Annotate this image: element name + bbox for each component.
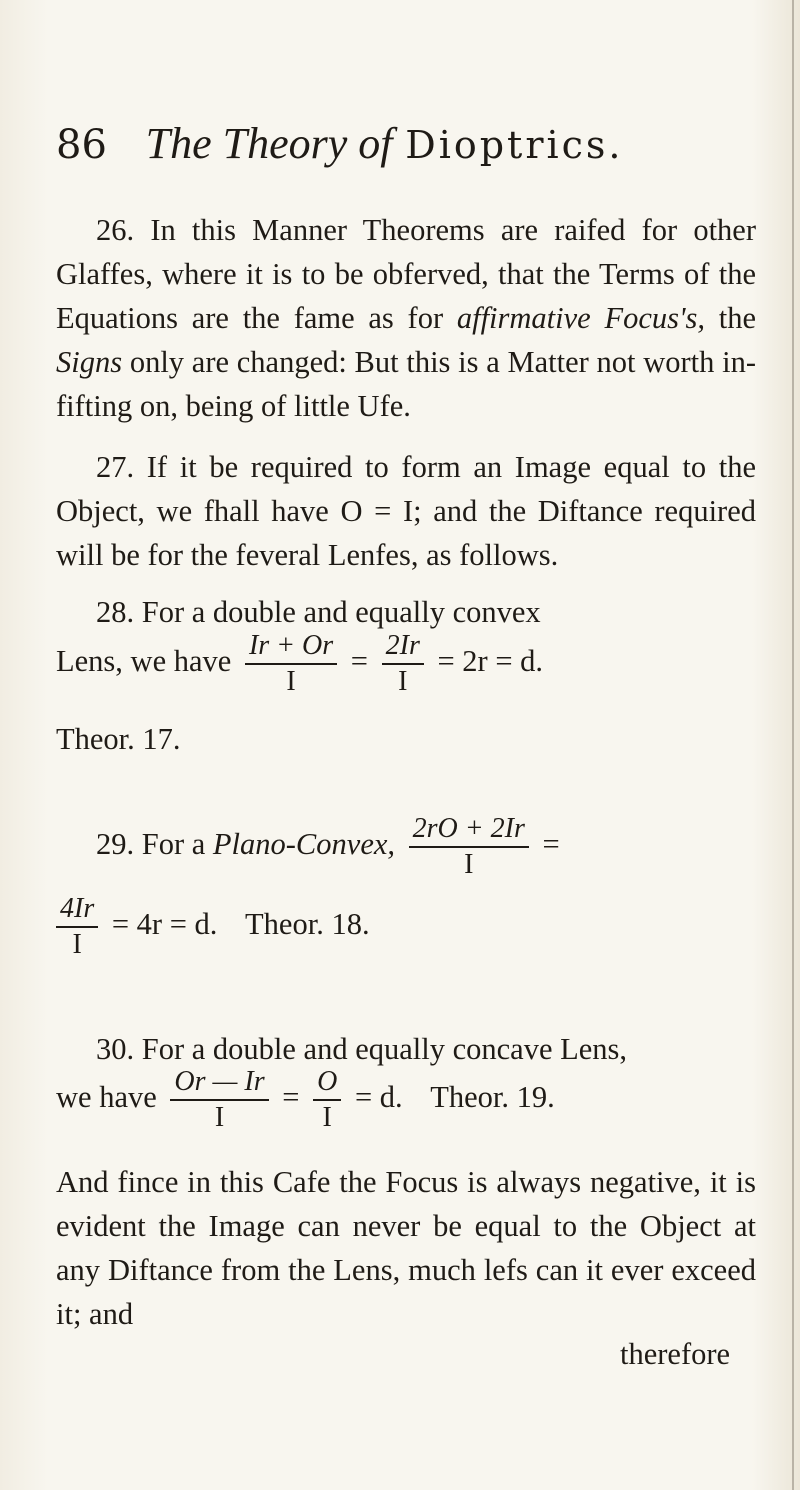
p26-emphasis-signs: Signs	[56, 345, 123, 379]
p30-tail: = d.	[354, 1080, 403, 1114]
p29-lead: 29. For a	[96, 827, 206, 861]
p30-frac2-num: O	[313, 1068, 341, 1101]
p30-fraction-1	[170, 1068, 268, 1132]
p28-prefix: Lens, we have	[56, 644, 232, 678]
p30-frac2-den: I	[322, 1102, 332, 1133]
catchword: therefore	[620, 1337, 731, 1371]
p29-fraction-2	[56, 895, 98, 959]
p29-frac2-den: I	[72, 929, 82, 960]
p29-frac1-num: 2rO + 2Ir	[409, 815, 529, 848]
p28-frac2-num: 2Ir	[382, 632, 424, 665]
p28-frac1-num: Ir + Or	[245, 632, 337, 665]
p26-text-a: 26. In this Manner Theorems are raifed for other Glaffes, where it is to be obferved, that the Terms of the Equations are the fame as for	[56, 213, 756, 335]
final-text: And fince in this Cafe the Focus is always negative, it is evident the Image can never be equal to the Object at any Diftance from the Lens, much lefs can it ever exceed it; and	[56, 1165, 756, 1331]
p28-equation	[56, 632, 543, 696]
p30-prefix: we have	[56, 1080, 157, 1114]
p27-text: 27. If it be required to form an Image equal to the Object, we fhall have O = I; and the Diftance required will be for the feveral Lenfes, as follows.	[56, 450, 756, 572]
p26-text-b: the	[705, 301, 757, 335]
p29-tail: = 4r = d.	[111, 907, 218, 941]
p30-eq: =	[282, 1080, 300, 1114]
p26-emphasis-focus: affirmative Focus's,	[456, 301, 705, 335]
p26-text-c: only are changed: But this is a Matter not worth in-fifting on, being of little Ufe.	[56, 345, 756, 423]
page-number: 86	[56, 122, 107, 168]
paragraph-26	[56, 208, 756, 428]
p30-frac1-num: Or — Ir	[170, 1068, 268, 1101]
p30-equation	[56, 1068, 555, 1132]
p28-lead: 28. For a double and equally convex	[96, 595, 541, 629]
p30-theorem: Theor. 19.	[430, 1080, 555, 1114]
p29-emphasis: Plano-Convex,	[212, 827, 396, 861]
p29-theorem: Theor. 18.	[245, 907, 370, 941]
paragraph-27	[56, 445, 756, 577]
p29-equation-cont	[56, 895, 370, 959]
p28-tail: = 2r = d.	[437, 644, 544, 678]
p28-theorem: Theor. 17.	[56, 722, 181, 756]
p28-frac2-den: I	[398, 666, 408, 697]
p28-frac1-den: I	[286, 666, 296, 697]
running-header	[56, 118, 624, 168]
p29-frac1-den: I	[464, 849, 474, 880]
p30-fraction-2	[313, 1068, 341, 1132]
p28-fraction-2	[382, 632, 424, 696]
p30-lead: 30. For a double and equally concave Lens,	[96, 1032, 628, 1066]
p29-equation	[96, 815, 560, 879]
p28-fraction-1	[245, 632, 337, 696]
p29-frac2-num: 4Ir	[56, 895, 98, 928]
header-subject: Dioptrics.	[405, 123, 624, 167]
p29-eq: =	[542, 827, 560, 861]
final-paragraph	[56, 1160, 756, 1336]
header-title: The Theory of	[145, 119, 393, 168]
page-edge	[792, 0, 794, 1490]
p30-frac1-den: I	[214, 1102, 225, 1133]
p29-fraction-1	[409, 815, 529, 879]
p28-eq: =	[350, 644, 368, 678]
